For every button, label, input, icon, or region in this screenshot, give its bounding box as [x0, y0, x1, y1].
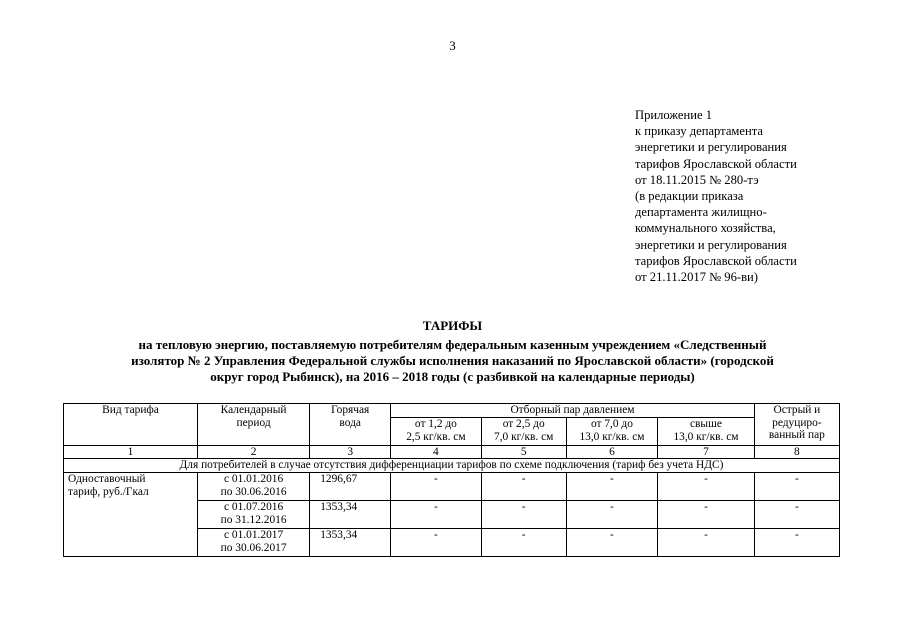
appendix-block: [635, 107, 875, 285]
sharp-steam-value: -: [754, 529, 839, 557]
period-line: с 01.01.2016: [224, 473, 284, 485]
tariff-table: [63, 403, 840, 557]
appendix-line: к приказу департамента: [635, 124, 763, 139]
appendix-line: от 18.11.2015 № 280-тэ: [635, 172, 759, 187]
steam-col-line: 13,0 кг/кв. см: [579, 430, 645, 443]
column-number: 6: [566, 446, 657, 459]
subtitle-line: округ город Рыбинск), на 2016 – 2018 годы (с разбивкой на календарные периоды): [210, 369, 695, 385]
header-hot-water-line: вода: [339, 416, 361, 429]
tariff-name-line: Одноставочный: [68, 473, 146, 485]
period-cell: [198, 501, 310, 529]
steam-value: -: [658, 473, 755, 501]
header-period: [198, 404, 310, 446]
steam-value: -: [481, 501, 566, 529]
period-cell: [198, 473, 310, 501]
appendix-line: (в редакции приказа: [635, 189, 744, 204]
section-title: Для потребителей в случае отсутствия дифференциации тарифов по схеме подключения (тариф без учета НДС): [64, 459, 840, 473]
header-sharp-line: ванный пар: [768, 429, 825, 442]
hot-water-value: 1353,34: [310, 501, 391, 529]
period-line: по 30.06.2016: [220, 485, 287, 498]
header-sharp-steam: [754, 404, 839, 446]
header-sharp-line: Острый и: [773, 404, 821, 416]
header-steam-group: Отборный пар давлением: [391, 404, 755, 418]
appendix-line: энергетики и регулирования: [635, 140, 787, 155]
steam-col-line: 13,0 кг/кв. см: [673, 430, 739, 443]
tariff-name-cell: [64, 473, 198, 557]
period-cell: [198, 529, 310, 557]
steam-col-line: 7,0 кг/кв. см: [494, 430, 554, 443]
column-number-row: [64, 446, 840, 459]
column-number: 8: [754, 446, 839, 459]
period-line: с 01.07.2016: [224, 501, 284, 513]
steam-value: -: [391, 473, 481, 501]
steam-value: -: [391, 501, 481, 529]
sharp-steam-value: -: [754, 501, 839, 529]
hot-water-value: 1296,67: [310, 473, 391, 501]
appendix-line: тарифов Ярославской области: [635, 253, 797, 268]
steam-col-line: 2,5 кг/кв. см: [406, 430, 466, 443]
header-hot-water-line: Горячая: [331, 404, 370, 416]
page-number: 3: [449, 38, 456, 53]
steam-col-line: от 1,2 до: [414, 418, 457, 430]
period-line: по 30.06.2017: [220, 541, 287, 554]
header-hot-water: [310, 404, 391, 446]
appendix-line: тарифов Ярославской области: [635, 156, 797, 171]
subtitle-line: изолятор № 2 Управления Федеральной службы исполнения наказаний по Ярославской области» (городской: [131, 353, 774, 369]
table-row: [64, 473, 840, 501]
steam-value: -: [658, 529, 755, 557]
column-number: 1: [64, 446, 198, 459]
header-sharp-line: редуциро-: [772, 416, 822, 429]
column-number: 4: [391, 446, 481, 459]
section-row: [64, 459, 840, 473]
steam-value: -: [566, 501, 657, 529]
header-steam-col: [391, 418, 481, 446]
subtitle-line: на тепловую энергию, поставляемую потребителям федеральным казенным учреждением «Следственный: [138, 337, 767, 352]
document-subtitle: [60, 337, 845, 386]
appendix-line: коммунального хозяйства,: [635, 221, 776, 236]
appendix-line: от 21.11.2017 № 96-ви): [635, 270, 758, 285]
header-steam-col: [658, 418, 755, 446]
appendix-line: энергетики и регулирования: [635, 237, 787, 252]
steam-value: -: [481, 473, 566, 501]
header-steam-col: [566, 418, 657, 446]
steam-value: -: [566, 473, 657, 501]
period-line: по 31.12.2016: [220, 513, 287, 526]
header-period-line: период: [236, 416, 271, 429]
period-line: с 01.01.2017: [224, 529, 284, 541]
column-number: 2: [198, 446, 310, 459]
steam-value: -: [391, 529, 481, 557]
header-steam-col: [481, 418, 566, 446]
appendix-line: Приложение 1: [635, 108, 713, 122]
table-header-row: [64, 404, 840, 418]
appendix-line: департамента жилищно-: [635, 205, 767, 220]
column-number: 3: [310, 446, 391, 459]
column-number: 7: [658, 446, 755, 459]
column-number: 5: [481, 446, 566, 459]
steam-value: -: [658, 501, 755, 529]
document-title: ТАРИФЫ: [422, 318, 483, 333]
steam-col-line: свыше: [690, 418, 722, 430]
hot-water-value: 1353,34: [310, 529, 391, 557]
tariff-name-line: тариф, руб./Гкал: [68, 485, 149, 498]
header-tariff-type: Вид тарифа: [64, 404, 198, 446]
sharp-steam-value: -: [754, 473, 839, 501]
steam-col-line: от 7,0 до: [590, 418, 633, 430]
steam-value: -: [481, 529, 566, 557]
steam-col-line: от 2,5 до: [502, 418, 545, 430]
steam-value: -: [566, 529, 657, 557]
header-period-line: Календарный: [220, 404, 287, 416]
